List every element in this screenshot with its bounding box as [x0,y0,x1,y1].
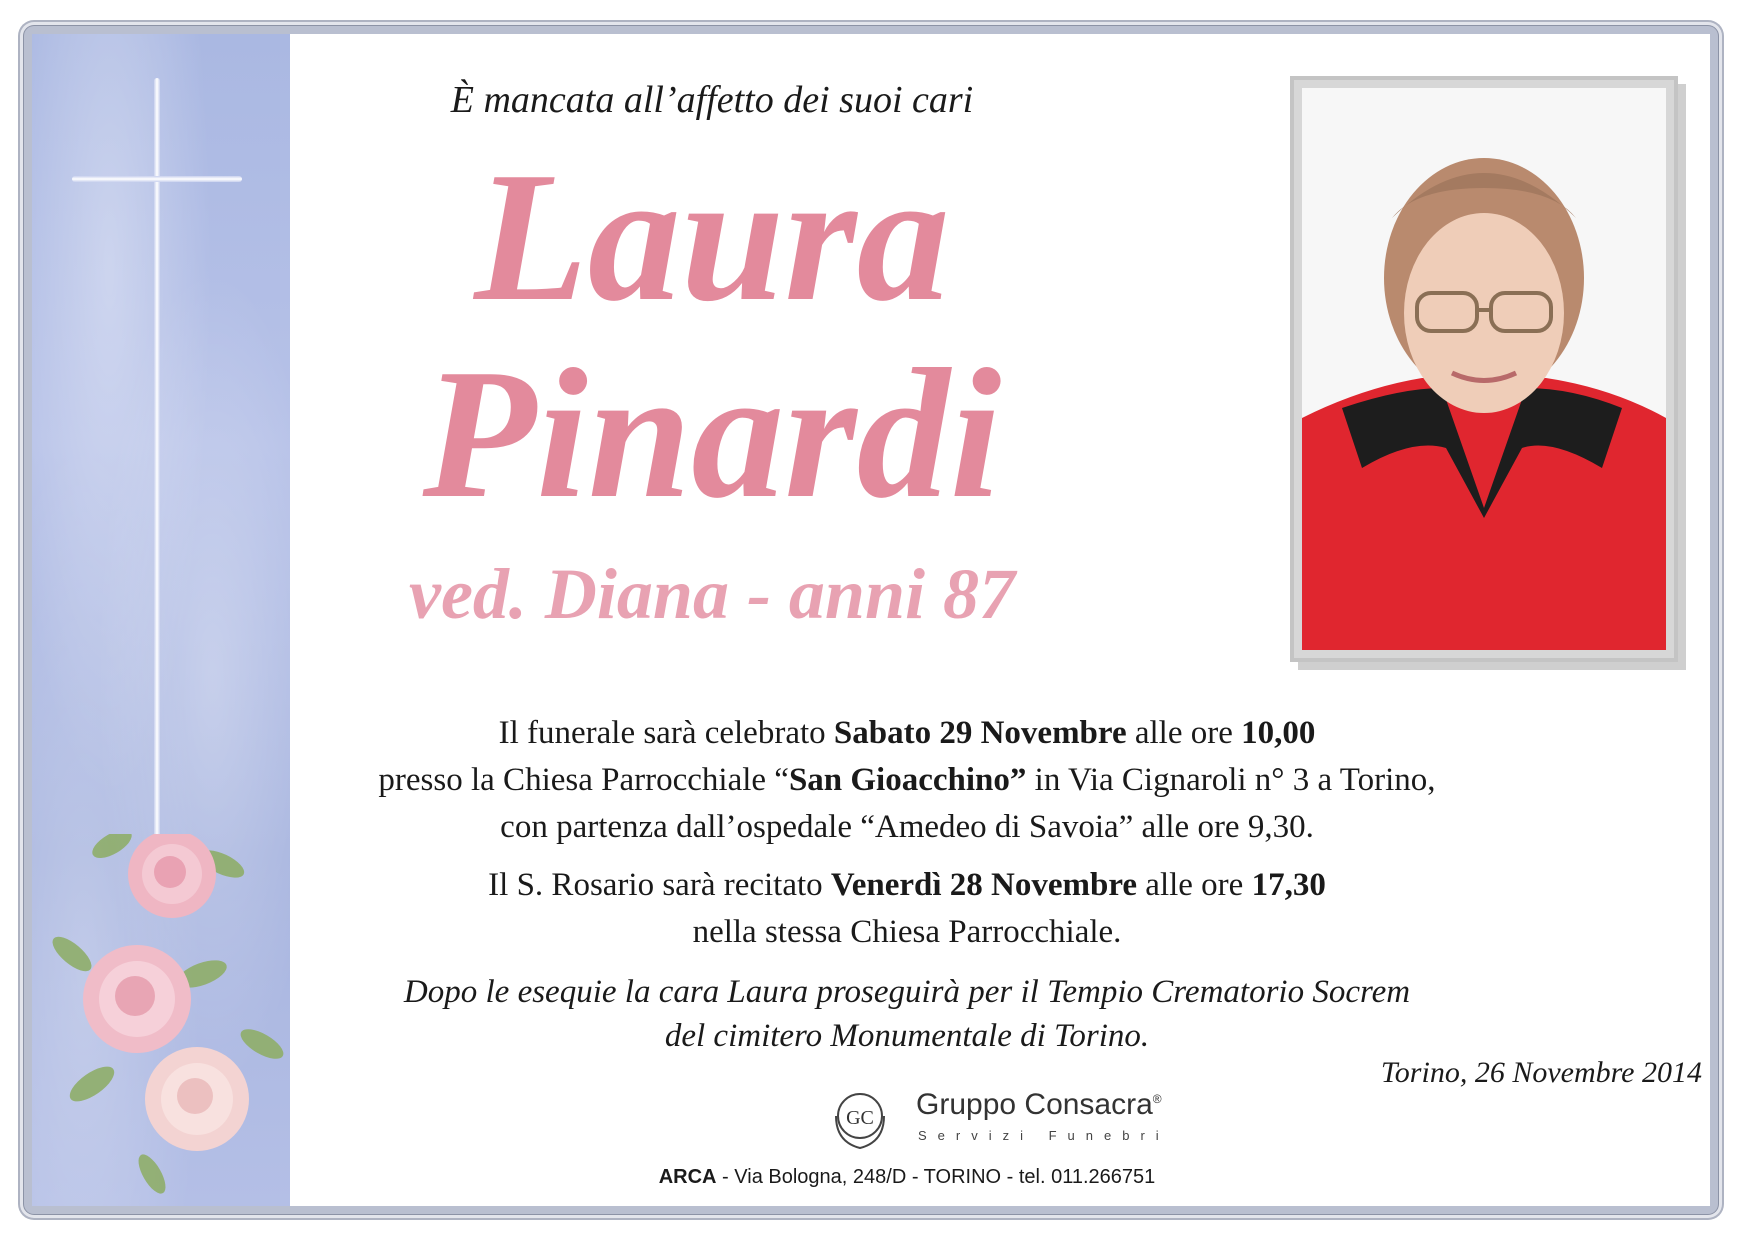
deceased-first-name: Laura [474,134,950,340]
notice-date: Torino, 26 Novembre 2014 [1380,1056,1702,1089]
funeral-paragraph [332,710,1482,851]
company-logo [822,1086,1222,1156]
intro-text: È mancata all’affetto dei suoi cari [450,79,974,121]
address-text: - Via Bologna, 248/D - TORINO - tel. 011.266751 [716,1166,1156,1188]
rosary-day: Venerdì 28 Novembre [830,867,1138,903]
deceased-subtitle: ved. Diana - anni 87 [408,554,1016,634]
branch-name: ARCA [658,1166,717,1188]
laurel-logo-icon [822,1086,898,1156]
funeral-text: Il funerale sarà celebrato [498,715,834,751]
cremation-text: Dopo le esequie la cara Laura proseguirà per il Tempio Crematorio Socrem [403,974,1411,1010]
rosary-text: Il S. Rosario sarà recitato [488,867,831,903]
rosary-text: alle ore [1137,867,1252,903]
portrait-illustration [1302,88,1666,650]
decorative-side-panel [32,34,290,1206]
cremation-text: del cimitero Monumentale di Torino. [664,1018,1150,1054]
rosary-paragraph [332,862,1482,956]
funeral-text: alle ore [1126,715,1242,751]
cross-icon [154,78,160,898]
church-name: San Gioacchino” [788,762,1027,798]
funeral-text: presso la Chiesa Parrocchiale “ [378,762,789,798]
logo-letters: GC [846,1107,874,1129]
company-address [332,1166,1482,1189]
funeral-time: 10,00 [1241,715,1316,751]
cross-bar [72,176,242,182]
rosary-time: 17,30 [1251,867,1326,903]
registered-mark: ® [1152,1092,1162,1106]
rosary-text: nella stessa Chiesa Parrocchiale. [692,914,1122,950]
company-name [916,1088,1162,1122]
company-tagline: Servizi Funebri [918,1128,1170,1143]
deceased-last-name: Pinardi [422,331,1002,537]
portrait-frame [1290,76,1678,662]
funeral-day: Sabato 29 Novembre [833,715,1127,751]
notice-card [32,34,1710,1206]
company-name-text: Gruppo Consacra [916,1088,1153,1121]
funeral-text: in Via Cignaroli n° 3 a Torino, [1026,762,1436,798]
portrait-photo [1302,88,1666,650]
notice-frame [24,26,1718,1214]
cremation-paragraph [332,970,1482,1058]
funeral-text: con partenza dall’ospedale “Amedeo di Savoia” alle ore 9,30. [500,809,1314,845]
roses-illustration [52,834,292,1206]
